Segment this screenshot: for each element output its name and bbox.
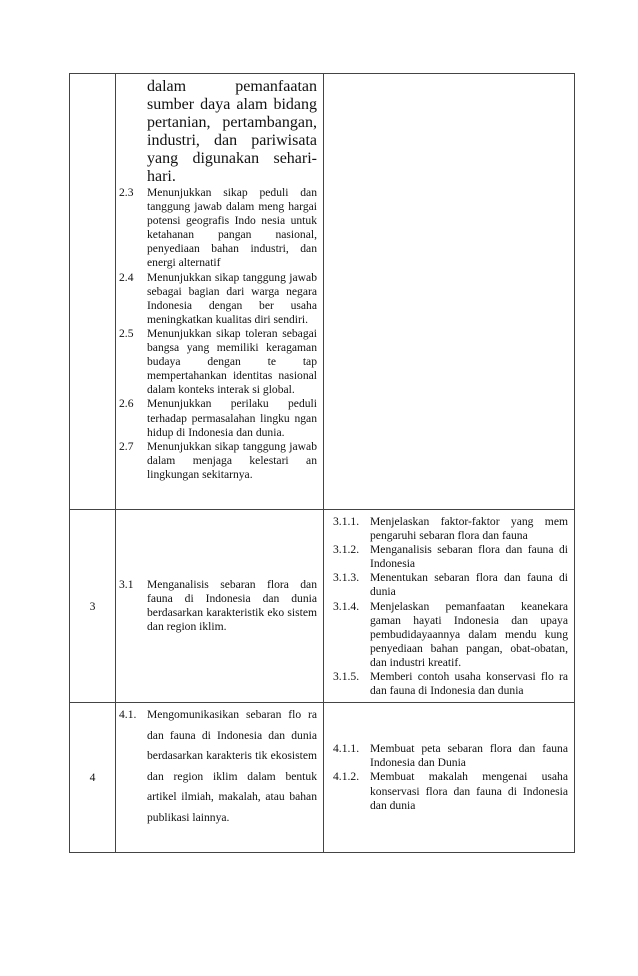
- kd-item: 2.5 Menunjukkan sikap toleran sebagai bangsa yang memiliki keragaman budaya dengan te tap mempertahankan identitas nasional dalam konteks interak si global.: [119, 326, 317, 397]
- indicator-item: 3.1.1. Menjelaskan faktor-faktor yang mem pengaruhi sebaran flora dan fauna: [333, 515, 568, 543]
- indicator-item: 3.1.5. Memberi contoh usaha konservasi flo ra dan fauna di Indonesia dan dunia: [333, 670, 568, 698]
- row-number: 4: [70, 703, 116, 853]
- table-row: [70, 74, 575, 510]
- kd-cell: [116, 74, 324, 510]
- competency-table: [69, 73, 575, 853]
- kd-cell: [116, 703, 324, 853]
- indicator-cell: [324, 74, 575, 510]
- indicator-item: 3.1.3. Menentukan sebaran flora dan fauna di dunia: [333, 571, 568, 599]
- kd-cell: [116, 510, 324, 703]
- kd-item: 4.1. Mengomunikasikan sebaran flo ra dan fauna di Indonesia dan dunia berdasarkan karakteris tik ekosistem dan region iklim dalam bentuk artikel ilmiah, makalah, atau bahan publikasi lainnya.: [119, 708, 317, 824]
- row-number-cell: [70, 74, 116, 510]
- indicator-item: 3.1.4. Menjelaskan pemanfaatan keanekara gaman hayati Indonesia dan upaya pembudidayaannya dalam mendu kung penyediaan bahan pangan, obat-obatan, dan industri kreatif.: [333, 599, 568, 669]
- kd-item: 2.4 Menunjukkan sikap tanggung jawab sebagai bagian dari warga negara Indonesia dengan ber usaha meningkatkan kualitas diri sendiri.: [119, 270, 317, 326]
- row-number: 3: [70, 510, 116, 703]
- kd-item: 2.3 Menunjukkan sikap peduli dan tanggung jawab dalam meng hargai potensi geografis Indo nesia untuk ketahanan pangan nasional, penyediaan bahan industri, dan energi alternatif: [119, 186, 317, 270]
- kd-item: 2.7 Menunjukkan sikap tanggung jawab dalam menjaga kelestari an lingkungan sekitarnya.: [119, 439, 317, 481]
- indicator-cell: [324, 703, 575, 853]
- kd-item: 2.6 Menunjukkan perilaku peduli terhadap permasalahan lingku ngan hidup di Indonesia dan dunia.: [119, 397, 317, 439]
- table-row: [70, 510, 575, 703]
- indicator-item: 3.1.2. Menganalisis sebaran flora dan fauna di Indonesia: [333, 543, 568, 571]
- kd-continuation: dalam pemanfaatan sumber daya alam bidang pertanian, pertambangan, industri, dan pariwisata yang digunakan sehari-hari.: [147, 78, 317, 185]
- indicator-item: 4.1.2. Membuat makalah mengenai usaha konservasi flora dan fauna di Indonesia dan dunia: [333, 770, 568, 812]
- kd-item: 3.1 Menganalisis sebaran flora dan fauna di Indonesia dan dunia berdasarkan karakteristik eko sistem dan region iklim.: [119, 577, 317, 634]
- indicator-item: 4.1.1. Membuat peta sebaran flora dan fauna Indonesia dan Dunia: [333, 742, 568, 770]
- table-row: [70, 703, 575, 853]
- indicator-cell: [324, 510, 575, 703]
